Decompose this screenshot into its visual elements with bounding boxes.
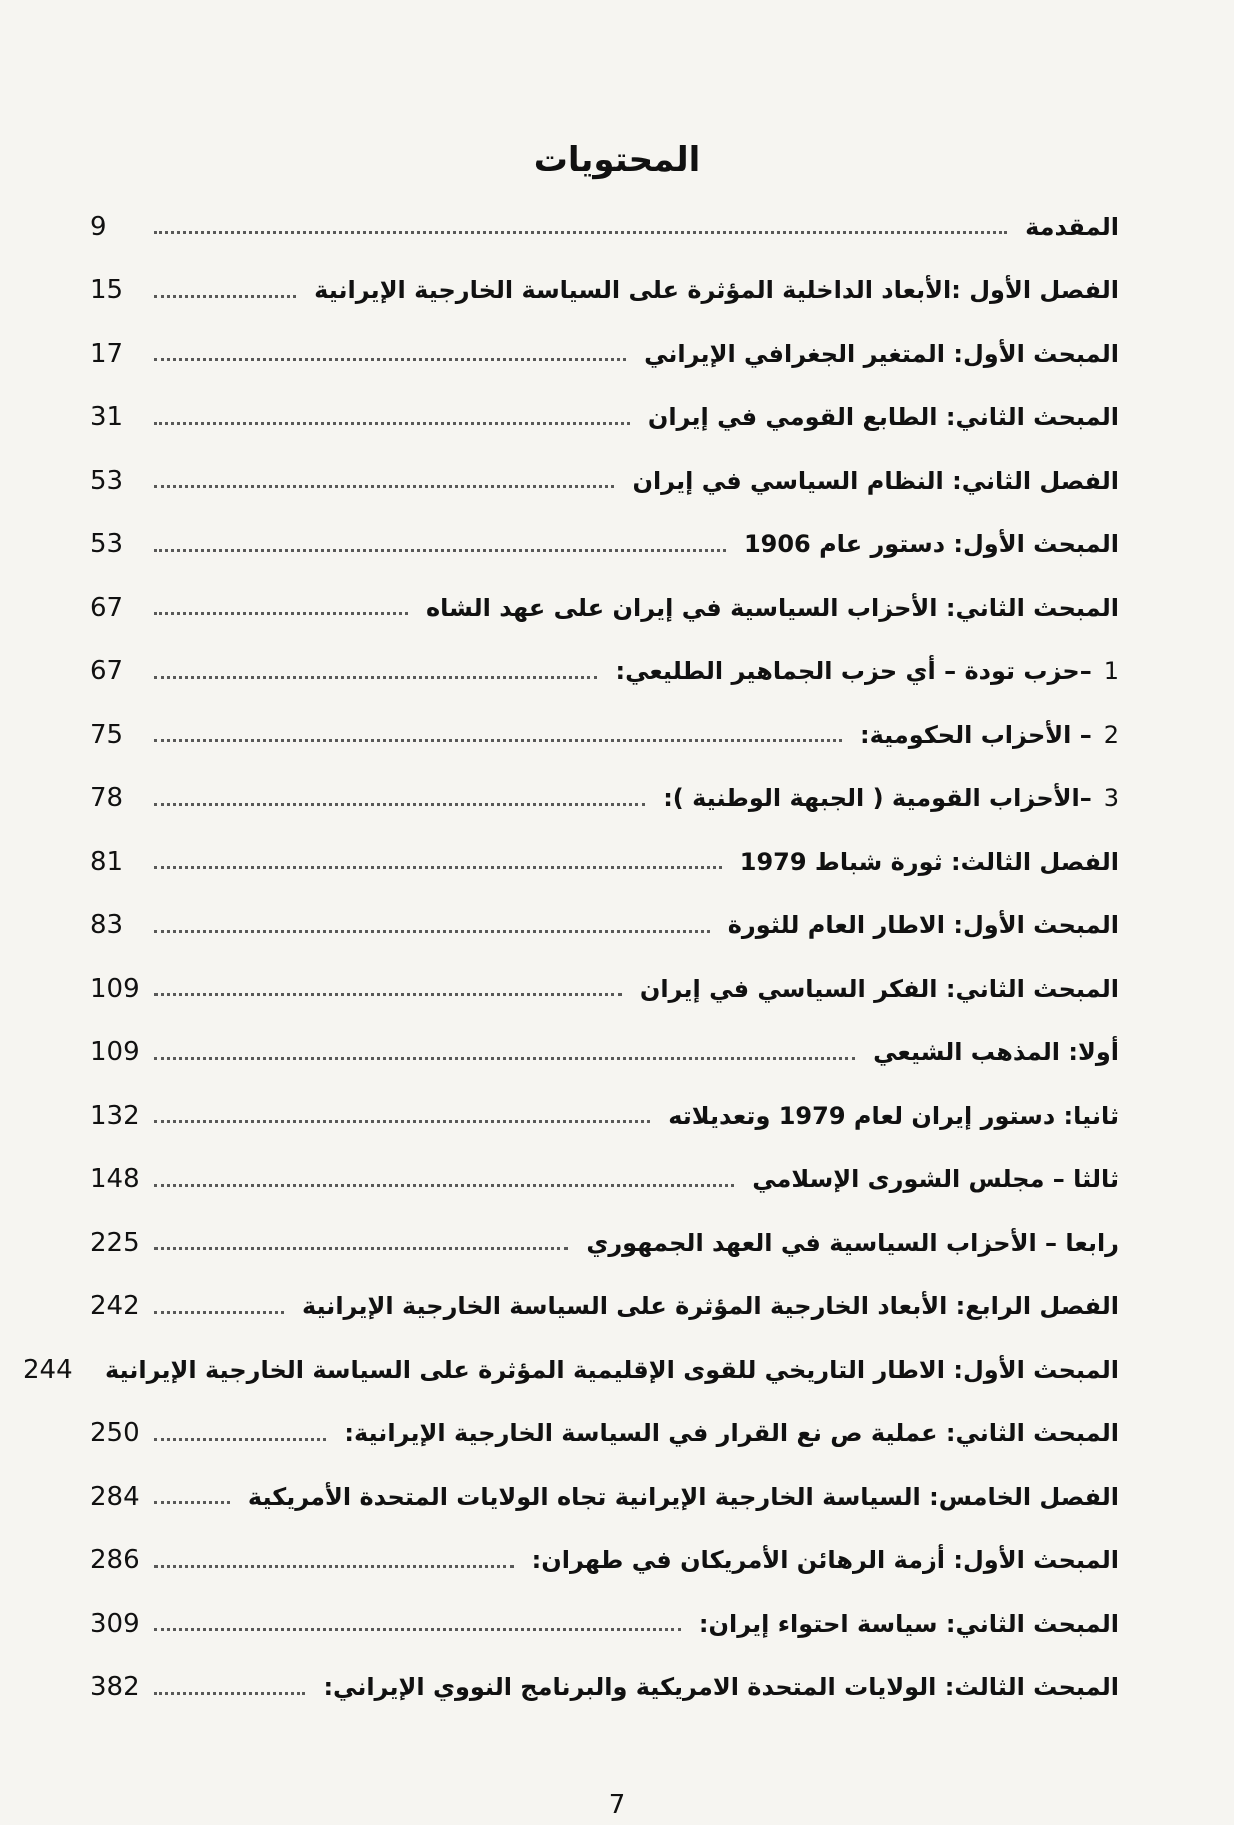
toc-entry-page: 250 (90, 1418, 148, 1448)
toc-entry (90, 576, 1119, 640)
toc-entry-page: 75 (90, 720, 148, 750)
toc-entry-text: الفصل الثاني: النظام السياسي في إيران (632, 466, 1119, 495)
dot-leader (154, 1628, 681, 1631)
toc-entry-text: المقدمة (1025, 212, 1119, 241)
toc-entry (90, 1148, 1119, 1212)
dot-leader (154, 1692, 305, 1695)
toc-entry-label (603, 657, 1119, 685)
toc-entry-page: 53 (90, 466, 148, 496)
toc-entry-text: المبحث الأول: أزمة الرهائن الأمريكان في طهران: (531, 1546, 1119, 1575)
toc-entry-label (848, 721, 1119, 749)
toc-entry-text: المبحث الثالث: الولايات المتحدة الامريكية والبرنامج النووي الإيراني: (323, 1673, 1119, 1702)
toc-entry-text: الفصل الخامس: السياسة الخارجية الإيرانية تجاه الولايات المتحدة الأمريكية (247, 1482, 1119, 1511)
dot-leader (154, 1438, 326, 1441)
dot-leader (154, 1120, 650, 1123)
dot-leader (154, 358, 626, 361)
dot-leader (154, 1057, 855, 1060)
dot-leader (154, 866, 722, 869)
toc-entry-page: 67 (90, 593, 148, 623)
dot-leader (154, 485, 614, 488)
toc-entry (90, 1211, 1119, 1275)
dot-leader (154, 1565, 514, 1568)
toc-entry (90, 322, 1119, 386)
toc-entry-page: 9 (90, 212, 148, 242)
dot-leader (154, 1501, 230, 1504)
dot-leader (154, 422, 630, 425)
dot-leader (154, 1247, 568, 1250)
toc-entry-text: الفصل الثالث: ثورة شباط 1979 (739, 847, 1119, 876)
toc-entry-label (732, 530, 1119, 558)
toc-entry (90, 1021, 1119, 1085)
dot-leader (154, 1311, 284, 1314)
toc-entry (90, 1084, 1119, 1148)
toc-entry (90, 449, 1119, 513)
dot-leader (154, 1184, 734, 1187)
toc-entry (90, 894, 1119, 958)
toc-entry (90, 386, 1119, 450)
toc-entry-text: –حزب تودة – أي حزب الجماهير الطليعي: (615, 657, 1092, 686)
toc-entry-text: المبحث الثاني: الطابع القومي في إيران (647, 403, 1119, 432)
toc-entry-page: 81 (90, 847, 148, 877)
toc-entry-page: 109 (90, 974, 148, 1004)
toc-entry-label (236, 1483, 1119, 1511)
toc-entry-page: 17 (90, 339, 148, 369)
toc-entry-text: الفصل الأول :الأبعاد الداخلية المؤثرة على السياسة الخارجية الإيرانية (314, 276, 1119, 305)
toc-entry-page: 109 (90, 1037, 148, 1067)
toc-entry-label (574, 1229, 1119, 1257)
toc-entry-label (290, 1292, 1119, 1320)
toc-entry-page: 132 (90, 1101, 148, 1131)
toc-entry (90, 513, 1119, 577)
toc-entry-text: المبحث الأول: الاطار التاريخي للقوى الإقليمية المؤثرة على السياسة الخارجية الإيرانية (105, 1355, 1119, 1384)
toc-entry-label (311, 1673, 1119, 1701)
toc-entry-page: 83 (90, 910, 148, 940)
toc-entry-label (728, 848, 1119, 876)
table-of-contents (23, 195, 1119, 1719)
dot-leader (154, 930, 710, 933)
toc-entry (90, 1529, 1119, 1593)
dot-leader (154, 295, 296, 298)
toc-entry-number: 2 (1103, 720, 1119, 749)
toc-entry-page: 244 (23, 1355, 81, 1385)
toc-entry-label (1013, 213, 1119, 241)
toc-entry (90, 1465, 1119, 1529)
toc-entry-label (651, 784, 1119, 812)
dot-leader (154, 676, 597, 679)
toc-entry-page: 242 (90, 1291, 148, 1321)
dot-leader (154, 739, 842, 742)
toc-entry-text: ثانيا: دستور إيران لعام 1979 وتعديلاته (668, 1101, 1119, 1130)
toc-entry-label (632, 340, 1119, 368)
toc-entry-text: المبحث الأول: المتغير الجغرافي الإيراني (644, 339, 1119, 368)
toc-entry-label (414, 594, 1119, 622)
toc-entry-label (861, 1038, 1119, 1066)
toc-entry-page: 31 (90, 402, 148, 432)
toc-entry (90, 640, 1119, 704)
toc-entry-page: 286 (90, 1545, 148, 1575)
dot-leader (154, 993, 622, 996)
toc-entry-text: المبحث الثاني: الفكر السياسي في إيران (639, 974, 1119, 1003)
toc-entry-label (687, 1610, 1119, 1638)
toc-entry (23, 1338, 1119, 1402)
toc-entry-page: 15 (90, 275, 148, 305)
toc-entry (90, 1656, 1119, 1720)
toc-entry-page: 225 (90, 1228, 148, 1258)
page-number: 7 (608, 1790, 626, 1820)
toc-entry-page: 148 (90, 1164, 148, 1194)
toc-entry (90, 1592, 1119, 1656)
dot-leader (154, 612, 408, 615)
toc-entry-label (740, 1165, 1119, 1193)
toc-entry-label (716, 911, 1119, 939)
toc-entry-text: المبحث الثاني: عملية ص نع القرار في السياسة الخارجية الإيرانية: (344, 1419, 1119, 1448)
toc-entry (90, 767, 1119, 831)
page-title: المحتويات (533, 140, 701, 180)
toc-entry (90, 830, 1119, 894)
toc-entry-label (620, 467, 1119, 495)
toc-entry-page: 284 (90, 1482, 148, 1512)
toc-entry-label (93, 1356, 1119, 1384)
toc-entry-text: – الأحزاب الحكومية: (859, 720, 1092, 749)
toc-entry-label (302, 276, 1119, 304)
toc-entry-page: 309 (90, 1609, 148, 1639)
toc-entry-text: المبحث الثاني: الأحزاب السياسية في إيران على عهد الشاه (426, 593, 1119, 622)
toc-entry-text: –الأحزاب القومية ( الجبهة الوطنية ): (663, 784, 1092, 813)
toc-entry-page: 67 (90, 656, 148, 686)
toc-entry-text: ثالثا – مجلس الشورى الإسلامي (752, 1165, 1119, 1194)
toc-entry-label (520, 1546, 1119, 1574)
toc-entry-label (628, 975, 1119, 1003)
toc-entry-page: 53 (90, 529, 148, 559)
toc-entry (90, 195, 1119, 259)
toc-entry (90, 259, 1119, 323)
toc-entry (90, 957, 1119, 1021)
toc-entry (90, 703, 1119, 767)
toc-entry-text: الفصل الرابع: الأبعاد الخارجية المؤثرة على السياسة الخارجية الإيرانية (301, 1292, 1119, 1321)
toc-entry-text: أولا: المذهب الشيعي (873, 1038, 1119, 1067)
toc-entry-text: المبحث الأول: الاطار العام للثورة (727, 911, 1119, 940)
toc-entry-number: 1 (1103, 657, 1119, 686)
toc-entry (90, 1402, 1119, 1466)
toc-entry-page: 78 (90, 783, 148, 813)
dot-leader (154, 549, 726, 552)
toc-entry-text: المبحث الأول: دستور عام 1906 (743, 530, 1119, 559)
toc-entry-text: رابعا – الأحزاب السياسية في العهد الجمهوري (586, 1228, 1119, 1257)
toc-entry-label (636, 403, 1119, 431)
dot-leader (154, 803, 645, 806)
toc-entry (90, 1275, 1119, 1339)
dot-leader (154, 231, 1007, 234)
toc-entry-page: 382 (90, 1672, 148, 1702)
toc-entry-label (656, 1102, 1119, 1130)
toc-entry-label (332, 1419, 1119, 1447)
toc-entry-number: 3 (1103, 784, 1119, 813)
toc-entry-text: المبحث الثاني: سياسة احتواء إيران: (698, 1609, 1119, 1638)
